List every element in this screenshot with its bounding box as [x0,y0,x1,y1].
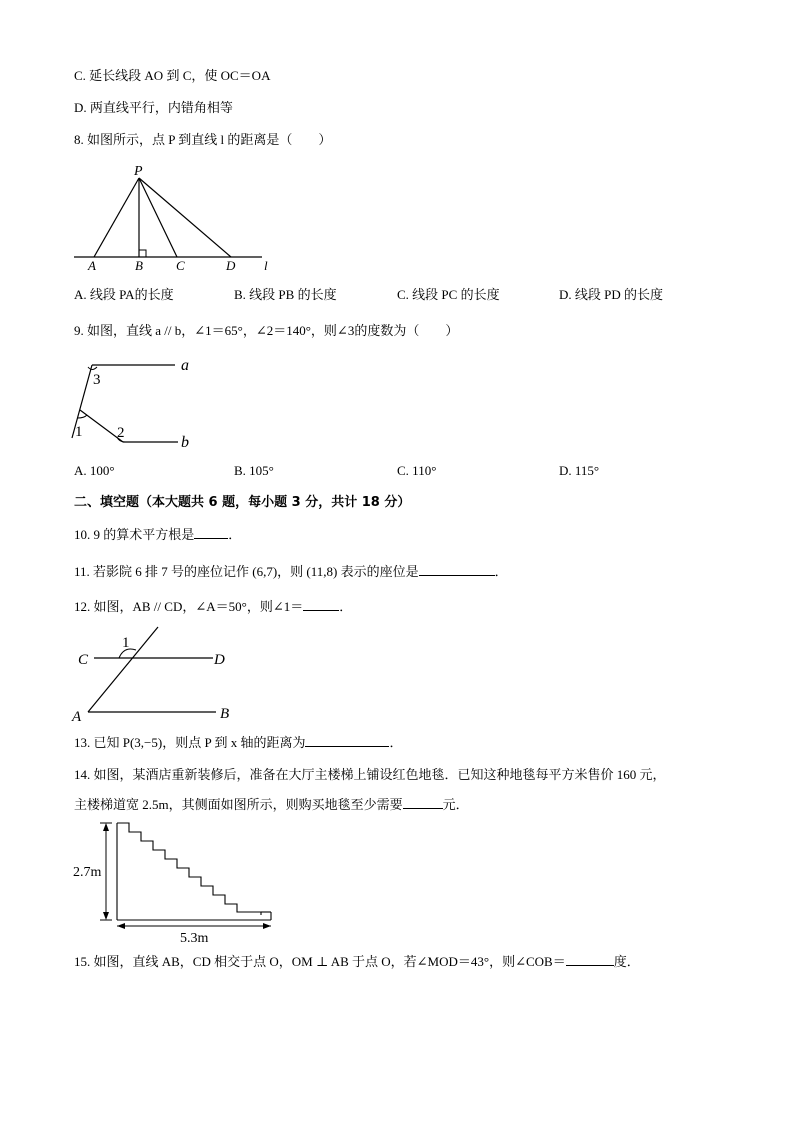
q12-label-1: 1 [122,635,130,651]
section-title: 二、填空题（本大题共 6 题，每小题 3 分，共计 18 分） [74,495,411,510]
q13-end: ． [389,735,403,750]
q8-label-c: C [176,258,185,273]
q8-stem: 8. 如图所示，点 P 到直线 l 的距离是（ ） [74,132,332,147]
q8-label-a: A [88,258,96,273]
q9-option-b: B. 105° [234,463,274,478]
q9-option-c: C. 110° [397,463,437,478]
q14-end: 元． [442,797,469,812]
q7-option-d: D. 两直线平行，内错角相等 [74,100,233,115]
q9-option-d: D. 115° [559,463,600,478]
q8-label-l: l [264,258,268,273]
q12-label-d: D [214,652,225,668]
q12-text: 12. 如图，AB // CD，∠A＝50°，则∠1＝ [74,599,304,614]
q12-label-b: B [220,706,230,722]
q9-label-a: a [181,357,189,374]
q14-text: 主楼梯道宽 2.5m，其侧面如图所示，则购买地毯至少需要 [74,797,403,812]
q15-line [74,952,640,971]
q11-text: 11. 若影院 6 排 7 号的座位记作 (6,7)，则 (11,8) 表示的座位是 [74,564,419,579]
q7-option-c: C. 延长线段 AO 到 C，使 OC＝OA [74,68,271,83]
q12-end: ． [339,599,353,614]
q8-option-b: B. 线段 PB 的长度 [234,287,337,302]
q15-answer-blank[interactable] [566,952,614,966]
q15-end: 度． [613,954,640,969]
q8-label-b: B [135,258,143,273]
q8-option-a: A. 线段 PA的长度 [74,287,174,302]
q9-stem: 9. 如图，直线 a // b，∠1＝65°，∠2＝140°，则∠3的度数为（ ） [74,323,459,338]
q9-label-2: 2 [117,425,125,441]
q12-label-a: A [72,709,82,725]
q8-label-p: P [134,164,143,179]
q10-text: 10. 9 的算术平方根是 [74,527,195,542]
q15-text: 15. 如图，直线 AB，CD 相交于点 O，OM ⊥ AB 于点 O，若∠MOD＝43°，则∠COB＝ [74,954,566,969]
q9-option-a: A. 100° [74,463,115,478]
q14-line1: 14. 如图，某酒店重新装修后，准备在大厅主楼梯上铺设红色地毯．已知这种地毯每平方米售价 160 元， [74,767,666,782]
q9-label-b: b [181,434,189,451]
q14-width-label: 5.3m [180,931,209,946]
q8-option-c: C. 线段 PC 的长度 [397,287,500,302]
q8-label-d: D [226,258,236,273]
q10-end: ． [228,527,242,542]
q14-height-label: 2.7m [73,865,102,880]
q9-label-1: 1 [75,424,83,440]
q11-end: ． [494,564,508,579]
q12-label-c: C [78,652,89,668]
q9-label-3: 3 [93,372,101,388]
q13-text: 13. 已知 P(3,−5)，则点 P 到 x 轴的距离为 [74,735,306,750]
q8-option-d: D. 线段 PD 的长度 [559,287,664,302]
